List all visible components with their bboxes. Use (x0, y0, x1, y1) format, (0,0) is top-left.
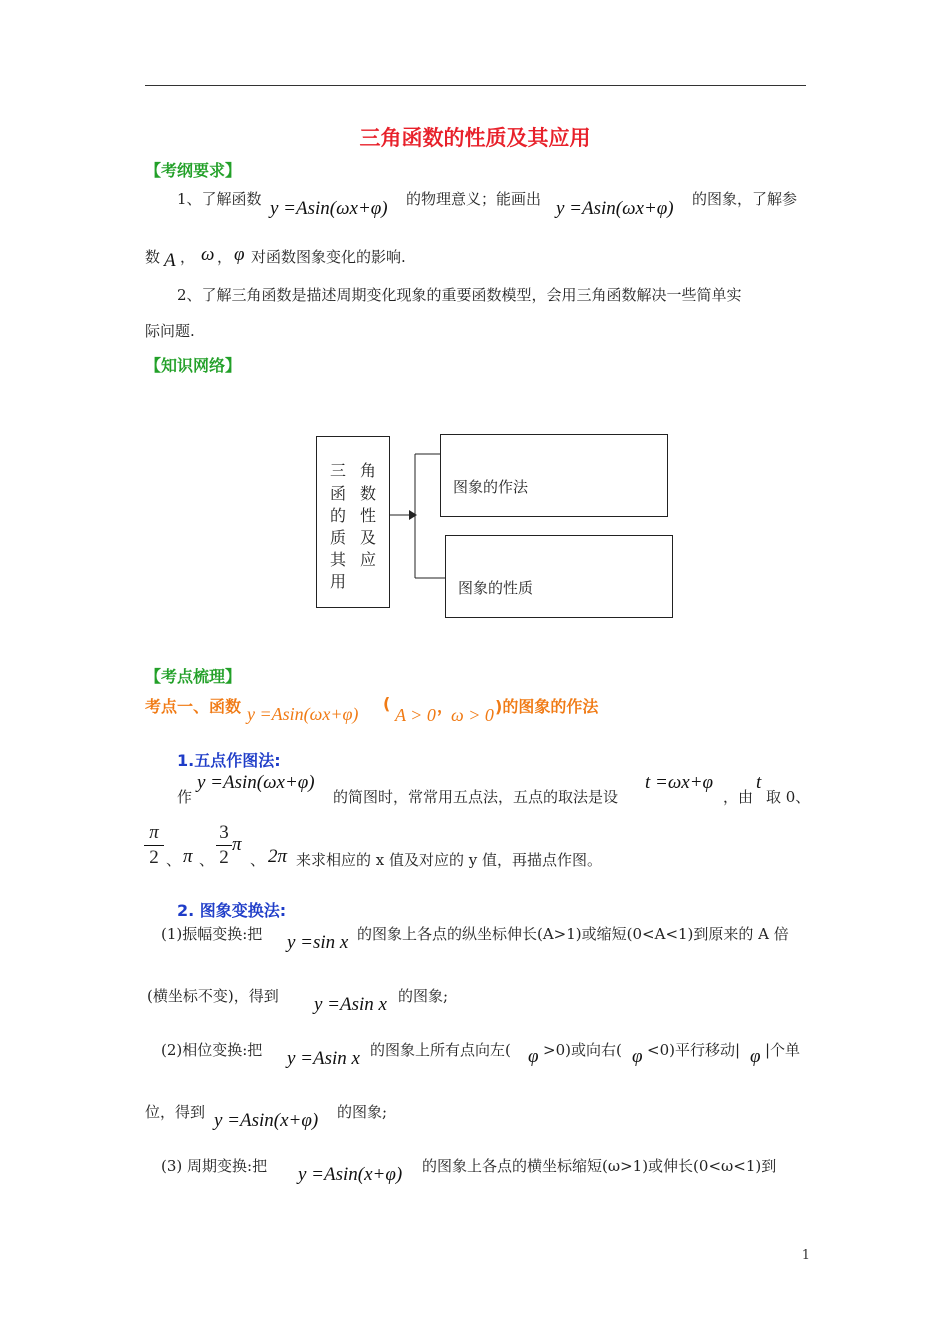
formula: t =ωx+φ (645, 772, 714, 793)
symbol-t: t (756, 772, 762, 793)
symbol-a: A (164, 250, 176, 271)
five-point-text: 来求相应的 x 值及对应的 y 值，再描点作图。 (296, 851, 603, 869)
point1-heading: 考点一、函数 (145, 697, 242, 716)
syllabus-text: 的物理意义；能画出 (406, 190, 542, 208)
syllabus-text: 数 (145, 248, 161, 266)
symbol-phi: φ (750, 1046, 761, 1067)
diagram-char: 数 (360, 484, 377, 503)
five-point-heading: 1.五点作图法: (177, 751, 281, 770)
fraction-denominator: 2 (149, 847, 159, 868)
transform-text: 的图象; (337, 1103, 388, 1121)
transform-text: 位，得到 (145, 1103, 206, 1121)
transform-text: <0)平行移动| (647, 1041, 741, 1059)
point1-heading: ( (383, 694, 391, 713)
syllabus-text: 对函数图象变化的影响. (251, 248, 406, 266)
symbol-two-pi: 2π (268, 846, 288, 867)
transform-text: (1)振幅变换:把 (161, 925, 263, 943)
section-network: 【知识网络】 (145, 356, 242, 375)
point1-formula: y =Asin(ωx+φ) (247, 704, 359, 724)
syllabus-text: 的图象，了解参 (692, 190, 798, 208)
punctuation: 、 (199, 851, 215, 869)
header-rule (145, 85, 806, 86)
formula: y =Asin(ωx+φ) (197, 772, 315, 793)
formula: y =Asin(ωx+φ) (270, 198, 388, 219)
transform-text: 的图象; (398, 987, 449, 1005)
diagram-char: 其 (330, 550, 347, 569)
fraction-bar (144, 845, 164, 846)
point1-heading: ， (437, 697, 454, 716)
syllabus-text: 际问题. (145, 322, 195, 340)
symbol-phi: φ (632, 1046, 643, 1067)
diagram-char: 应 (360, 550, 377, 569)
diagram-char: 性 (360, 506, 377, 525)
diagram-char: 用 (330, 572, 347, 591)
transform-text: (2)相位变换:把 (161, 1041, 263, 1059)
fraction-numerator: π (149, 822, 159, 843)
point1-heading: )的图象的作法 (495, 697, 599, 716)
diagram-char: 及 (360, 528, 377, 547)
fraction-three-over-2 (216, 822, 232, 869)
diagram-arrow (385, 448, 445, 584)
transform-text: 的图象上各点的横坐标缩短(ω>1)或伸长(0<ω<1)到 (422, 1157, 777, 1175)
diagram-char: 角 (360, 461, 377, 480)
syllabus-text: 2、了解三角函数是描述周期变化现象的重要函数模型，会用三角函数解决一些简单实 (177, 286, 742, 304)
page-title: 三角函数的性质及其应用 (359, 126, 591, 150)
five-point-text: 取 0、 (766, 788, 811, 806)
symbol-phi: φ (528, 1046, 539, 1067)
diagram-char: 三 (330, 461, 347, 480)
formula: y =Asin x (287, 1048, 360, 1069)
transform-text: (横坐标不变)，得到 (147, 987, 279, 1005)
punctuation: ， (180, 248, 196, 266)
page-number: 1 (801, 1248, 810, 1263)
diagram-box-properties-label: 图象的性质 (458, 579, 534, 597)
fraction-bar (216, 845, 232, 846)
transform-text: >0)或向右( (543, 1041, 622, 1059)
transform-text: |个单 (765, 1041, 801, 1059)
diagram-char: 函 (330, 484, 347, 503)
section-points: 【考点梳理】 (145, 667, 242, 686)
symbol-phi: φ (234, 244, 245, 265)
formula: y =Asin(ωx+φ) (556, 198, 674, 219)
section-syllabus: 【考纲要求】 (145, 161, 242, 180)
five-point-text: ，由 (723, 788, 754, 806)
point1-condition: A > 0 (395, 705, 436, 725)
transform-text: 的图象上各点的纵坐标伸长(A>1)或缩短(0<A<1)到原来的 A 倍 (357, 925, 789, 943)
fraction-numerator: 3 (219, 822, 229, 843)
point1-condition: ω > 0 (451, 705, 494, 725)
diagram-center-box (316, 436, 390, 608)
formula: y =sin x (287, 932, 349, 953)
syllabus-text: 1、了解函数 (177, 190, 262, 208)
diagram-char: 的 (330, 506, 347, 525)
transform-text: (3) 周期变换:把 (161, 1157, 268, 1175)
fraction-pi-over-2 (144, 822, 164, 869)
symbol-pi: π (232, 834, 242, 855)
formula: y =Asin(x+φ) (214, 1110, 319, 1131)
transform-text: 的图象上所有点向左( (370, 1041, 511, 1059)
formula: y =Asin x (314, 994, 387, 1015)
five-point-text: 作 (177, 788, 193, 806)
punctuation: 、 (250, 851, 266, 869)
formula: y =Asin(x+φ) (298, 1164, 403, 1185)
symbol-omega: ω (201, 244, 215, 265)
diagram-box-method-label: 图象的作法 (453, 478, 529, 496)
fraction-denominator: 2 (219, 847, 229, 868)
transform-heading: 2. 图象变换法: (177, 901, 287, 920)
five-point-text: 的简图时，常常用五点法，五点的取法是设 (333, 788, 619, 806)
punctuation: 、 (166, 851, 182, 869)
symbol-pi: π (183, 846, 193, 867)
punctuation: ， (217, 248, 233, 266)
diagram-char: 质 (330, 528, 347, 547)
